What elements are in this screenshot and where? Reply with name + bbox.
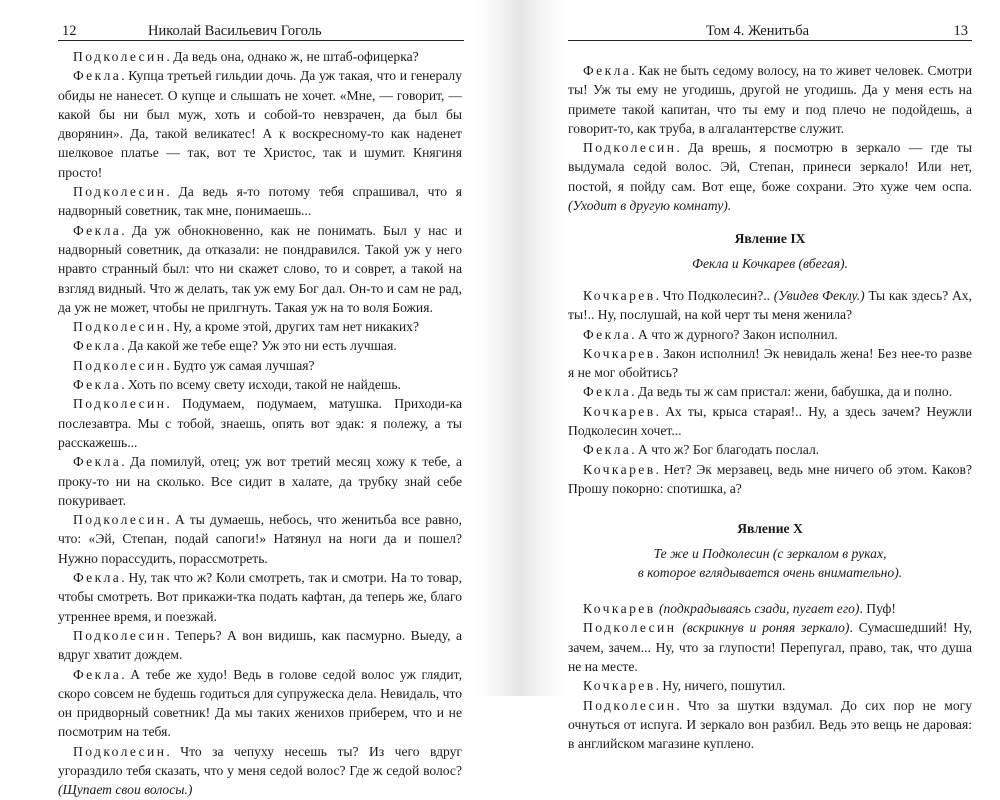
speaker-name: Подколесин xyxy=(73,743,167,759)
dialogue-paragraph xyxy=(568,460,972,499)
speech-text: . Да ведь я-то потому тебя спрашивал, что я надворный советник, так мне, понимаешь... xyxy=(58,184,462,219)
speaker-name: Фекла xyxy=(73,377,122,393)
speech-text: . Ну, а кроме этой, других там нет никаких? xyxy=(166,319,419,335)
dialogue-paragraph xyxy=(58,66,462,182)
dialogue-paragraph xyxy=(568,325,972,344)
speech-text: . Да врешь, я посмотрю в зеркало — где ты выдумала седой волос. Эй, Степан, принеси зеркало! Или нет, постой, я пойду сам. Вот еще, боже сохрани. Это хуже чем оспа. xyxy=(568,140,972,194)
speech-text: . Что Подколесин?.. xyxy=(655,287,771,303)
speech-text: . Хоть по всему свету исходи, такой не найдешь. xyxy=(121,377,401,393)
speaker-name: Фекла xyxy=(73,222,122,238)
speech-text: . А ты думаешь, небось, что женитьба все равно, что: «Эй, Степан, подай сапоги!» Натянул на ноги да и пошел? Нужно порассудить, порассмотреть. xyxy=(58,512,462,566)
speech-text: . Ну, ничего, пошутил. xyxy=(655,678,786,694)
dialogue-paragraph xyxy=(568,138,972,215)
left-page xyxy=(0,0,500,798)
right-header-rule xyxy=(568,40,972,41)
dialogue-paragraph xyxy=(58,317,462,336)
speech-text: . Ах ты, крыса старая!.. Ну, а здесь зачем? Неужли Подколесин хочет... xyxy=(568,403,972,439)
speech-text: . Сумасшедший! Ну, зачем, зачем... Ну, что за глупости! Перепугал, право, так, что душа не на месте. xyxy=(568,620,972,675)
left-header-title: Николай Васильевич Гоголь xyxy=(148,23,322,39)
dialogue-paragraph xyxy=(568,344,972,383)
dialogue-paragraph xyxy=(568,696,972,754)
stage-direction: (Уходит в другую комнату). xyxy=(568,198,732,214)
speech-text: . Да какой же тебе еще? Уж это ни есть лучшая. xyxy=(121,338,397,354)
dialogue-paragraph xyxy=(568,382,972,401)
dialogue-paragraph xyxy=(568,286,972,325)
dialogue-paragraph xyxy=(58,182,462,221)
right-page-number: 13 xyxy=(953,23,968,39)
stage-direction: (подкрадываясь сзади, пугает его) xyxy=(658,601,860,617)
speech-text: . Нет? Эк мерзавец, ведь мне ничего об этом. Каков? Прошу покорно: спотишка, а? xyxy=(568,461,972,496)
left-page-body xyxy=(58,47,462,800)
speaker-name: Фекла xyxy=(583,442,632,458)
speaker-name: Фекла xyxy=(73,570,122,586)
dialogue-paragraph xyxy=(568,440,972,459)
speaker-name: Кочкарев xyxy=(583,678,656,694)
speech-text: . Что за шутки вздумал. До сих пор не могу очнуться от испуга. И зеркало вон разбил. Ведь это вещь не даровая: в английском магазине куплено. xyxy=(568,697,972,752)
left-header-rule xyxy=(58,40,464,41)
speaker-name: Подколесин xyxy=(73,396,167,412)
dialogue-paragraph xyxy=(568,61,972,138)
speech-text: . Да ведь ты ж сам пристал: жени, бабушка, да и полно. xyxy=(631,384,953,400)
speech-text: Ты как здесь? Ах, ты!.. Ну, послушай, на кой черт ты меня женила? xyxy=(568,287,972,323)
speaker-name: Подколесин xyxy=(583,620,677,636)
dialogue-paragraph xyxy=(58,47,462,66)
speaker-name: Фекла xyxy=(73,68,122,84)
scene-cast-line: Те же и Подколесин (с зеркалом в руках, xyxy=(653,545,887,561)
stage-direction: (Щупает свои волосы.) xyxy=(58,782,193,798)
stage-direction: (Увидев Феклу.) xyxy=(773,287,865,303)
speech-text: . Ну, так что ж? Коли смотреть, так и смотри. На то товар, чтобы смотреть. Вот прикажи-тка подать кафтан, да теперь же, благо утреннее время, и поезжай. xyxy=(58,570,462,624)
speech-text: . Теперь? А вон видишь, как пасмурно. Выеду, а вдруг хватит дождем. xyxy=(58,627,462,663)
speech-text: . Как не быть седому волосу, на то живет человек. Смотри ты! Уж ты ему не угодишь, другой не угодишь. Да у меня есть на примете такой капитан, что ты ему и под плечо не подойдешь, а говорит-то, как труба, в алгалантерстве служит. xyxy=(568,63,972,136)
left-page-number: 12 xyxy=(62,23,77,39)
dialogue-paragraph xyxy=(58,375,462,394)
dialogue-paragraph xyxy=(58,568,462,626)
dialogue-paragraph xyxy=(58,626,462,665)
right-header-title: Том 4. Женитьба xyxy=(706,23,810,39)
stage-direction: (вскрикнув и роняя зеркало) xyxy=(682,620,850,636)
right-page xyxy=(500,0,1000,752)
speaker-name: Фекла xyxy=(583,326,632,342)
speaker-name: Кочкарев xyxy=(583,601,656,617)
speaker-name: Подколесин xyxy=(73,357,167,373)
speaker-name: Кочкарев xyxy=(583,461,656,477)
speaker-name: Кочкарев xyxy=(583,345,656,361)
dialogue-paragraph xyxy=(58,221,462,317)
dialogue-paragraph xyxy=(58,356,462,375)
dialogue-paragraph xyxy=(58,394,462,452)
speaker-name: Подколесин xyxy=(73,512,167,528)
speech-text: . А что ж дурного? Закон исполнил. xyxy=(631,326,838,342)
speech-text: . Подумаем, подумаем, матушка. Приходи-ка послезавтра. Мы с тобой, знаешь, опять вот эдак: я полежу, а ты расскажешь... xyxy=(58,396,462,450)
dialogue-paragraph xyxy=(568,618,972,676)
speaker-name: Подколесин xyxy=(583,697,677,713)
right-page-body xyxy=(568,61,972,754)
scene-cast: Фекла и Кочкарев (вбегая). xyxy=(692,255,848,271)
speaker-name: Подколесин xyxy=(73,184,167,200)
speaker-name: Фекла xyxy=(583,63,632,78)
left-running-header xyxy=(58,22,464,40)
speech-text: . Будто уж самая лучшая? xyxy=(166,357,315,373)
dialogue-paragraph xyxy=(58,742,462,800)
speech-text: . А тебе же худо! Ведь в голове седой волос уж глядит, скоро совсем не будешь годиться для супружеска дела. Невидаль, что он придворный советник! Да мы таких женихов приберем, что и не посмотрим на тебя. xyxy=(58,666,462,740)
dialogue-paragraph xyxy=(568,676,972,695)
dialogue-paragraph xyxy=(58,665,462,742)
speech-text: . А что ж? Бог благодать послал. xyxy=(631,442,820,458)
speech-text: . Да ведь она, однако ж, не штаб-офицерка? xyxy=(166,49,419,64)
dialogue-paragraph xyxy=(58,452,462,510)
right-running-header xyxy=(568,22,972,40)
scene-heading: Явление IX xyxy=(734,231,806,247)
speech-text: . Да уж обнокновенно, как не понимать. Был у нас и надворный советник, да отказали: не пондравился. Такой уж у него нравто странный был: что ни скажет слово, то и соврет, а такой на взгляд видный. Что ж делать, так уж ему Бог дал. Он-то и сам не рад, да уж не может, чтобы не прилгнуть. Такая уж на то воля Божия. xyxy=(58,222,462,315)
speaker-name: Подколесин xyxy=(73,49,167,64)
speaker-name: Кочкарев xyxy=(583,403,656,419)
speaker-name: Подколесин xyxy=(73,319,167,335)
speaker-name: Фекла xyxy=(73,666,122,682)
speech-text: . Купца третьей гильдии дочь. Да уж такая, что и генералу обиды не нанесет. О купце и слышать не хочет. «Мне, — говорит, — какой бы ни был муж, хоть и собой-то невзрачен, да был бы дворянин». Да, такой великатес! А к воскресному-то как наденет шелковое платье — так, вот те Христос, так и шумит. Княгиня просто! xyxy=(58,68,462,180)
speaker-name: Кочкарев xyxy=(583,287,656,303)
dialogue-paragraph xyxy=(568,402,972,441)
dialogue-paragraph xyxy=(58,510,462,568)
scene-10-dialogue xyxy=(568,599,972,753)
speaker-name: Подколесин xyxy=(73,627,167,643)
dialogue-paragraph xyxy=(58,336,462,355)
scene-cast-line: в которое вглядывается очень внимательно). xyxy=(637,564,903,580)
dialogue-paragraph xyxy=(568,599,972,618)
speech-text: . Пуф! xyxy=(859,601,896,617)
speaker-name: Фекла xyxy=(73,454,122,470)
speech-text: . Что за чепуху несешь ты? Из чего вдруг угораздило тебя сказать, что у меня седой волос? Где ж седой волос? xyxy=(58,743,462,778)
scene-heading: Явление X xyxy=(737,521,803,537)
speech-text: . Закон исполнил! Эк невидаль жена! Без нее-то разве я не мог обойтись? xyxy=(568,345,972,381)
scene-9-dialogue xyxy=(568,286,972,498)
speech-text: . Да помилуй, отец; уж вот третий месяц хожу к тебе, а проку-то ни на сколько. Все сидит в халате, да трубку знай себе покуривает. xyxy=(58,454,462,508)
speaker-name: Фекла xyxy=(73,338,122,354)
speaker-name: Фекла xyxy=(583,384,632,400)
speaker-name: Подколесин xyxy=(583,140,677,156)
